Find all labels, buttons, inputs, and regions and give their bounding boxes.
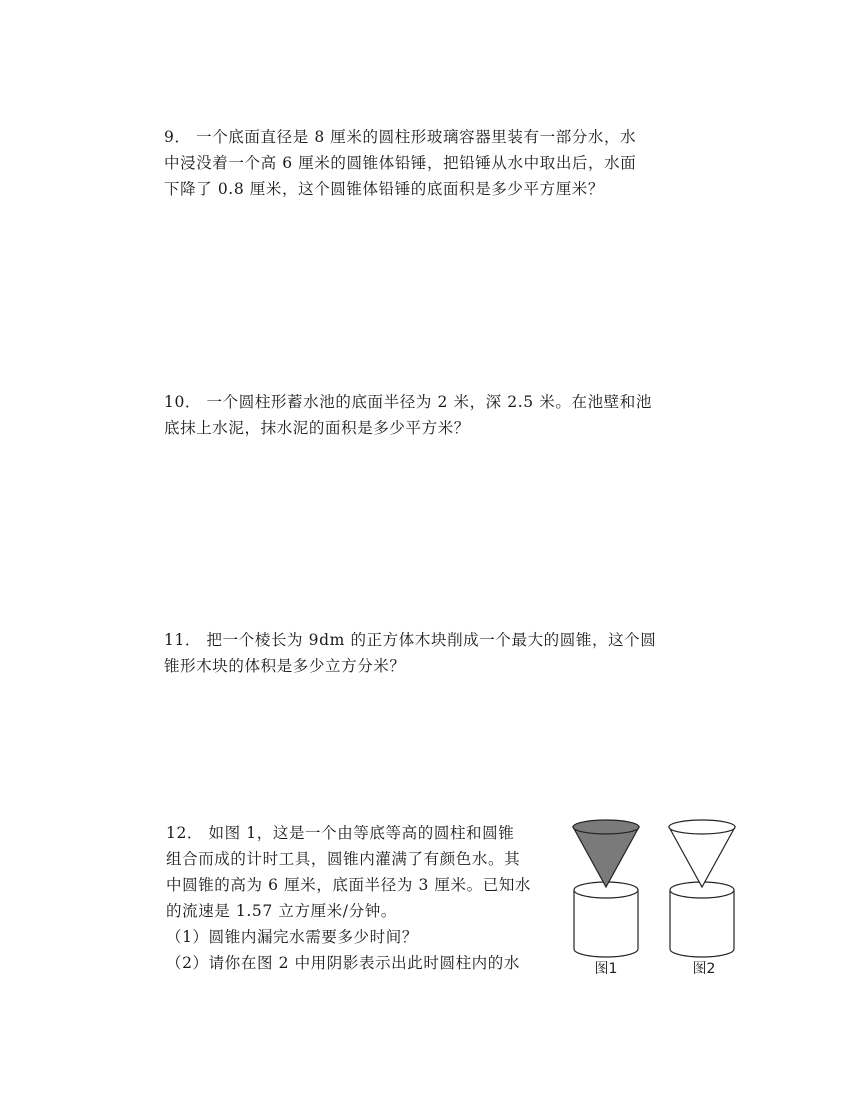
problem-12-line-4: 的流速是 1.57 立方厘米/分钟。 <box>166 902 397 920</box>
problem-9-line-3: 下降了 0.8 厘米，这个圆锥体铅锤的底面积是多少平方厘米？ <box>164 180 605 198</box>
problem-12-line-5: （1）圆锥内漏完水需要多少时间？ <box>166 928 418 946</box>
figure-2-drawing <box>662 814 742 959</box>
problem-10 <box>164 389 652 441</box>
cone-shape <box>573 827 639 887</box>
figure-1 <box>566 814 646 977</box>
problem-11 <box>164 627 656 679</box>
problem-12 <box>166 820 531 976</box>
cone-top <box>573 820 639 834</box>
problem-12-line-2: 组合而成的计时工具，圆锥内灌满了有颜色水。其 <box>166 850 521 868</box>
problem-12-line-1: 12． 如图 1，这是一个由等底等高的圆柱和圆锥 <box>166 824 515 842</box>
problem-12-line-6: （2）请你在图 2 中用阴影表示出此时圆柱内的水 <box>166 954 520 972</box>
problem-12-line-3: 中圆锥的高为 6 厘米，底面半径为 3 厘米。已知水 <box>166 876 532 894</box>
cone-top <box>669 820 735 834</box>
problem-10-line-2: 底抹上水泥，抹水泥的面积是多少平方米？ <box>164 419 470 437</box>
problem-11-line-1: 11． 把一个棱长为 9dm 的正方体木块削成一个最大的圆锥，这个圆 <box>164 631 657 649</box>
figure-1-caption: 图1 <box>594 961 618 977</box>
problem-9-line-2: 中浸没着一个高 6 厘米的圆锥体铅锤，把铅锤从水中取出后，水面 <box>164 154 637 172</box>
cylinder-body <box>574 890 638 957</box>
cone-shape <box>669 827 735 887</box>
cylinder-body <box>670 890 734 957</box>
figure-2-caption: 图2 <box>692 961 716 977</box>
figure-2 <box>662 814 742 977</box>
problem-9-line-1: 9． 一个底面直径是 8 厘米的圆柱形玻璃容器里装有一部分水，水 <box>164 128 637 146</box>
problem-10-line-1: 10． 一个圆柱形蓄水池的底面半径为 2 米，深 2.5 米。在池壁和池 <box>164 393 652 411</box>
figure-1-drawing <box>566 814 646 959</box>
problem-11-line-2: 锥形木块的体积是多少立方分米？ <box>164 657 406 675</box>
problem-9 <box>164 124 636 202</box>
